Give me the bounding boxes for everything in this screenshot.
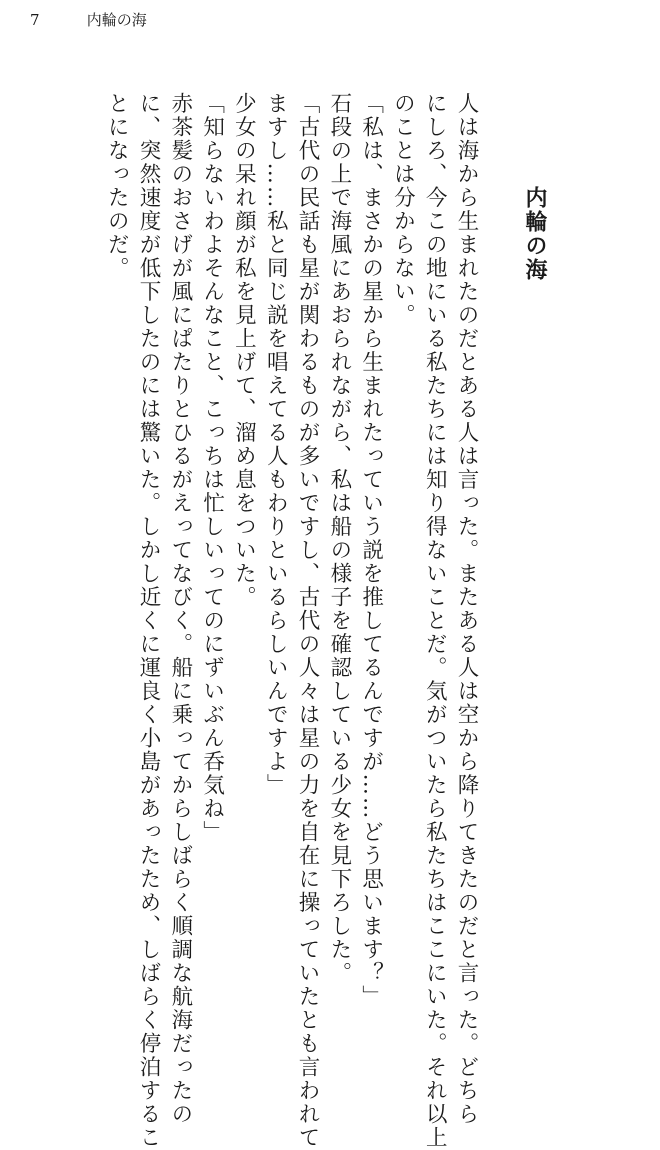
text-line: ますし……私と同じ説を唱えてる人もわりといるらしいんですよ」 — [263, 92, 289, 797]
text-line: 「私は、まさかの星から生まれたっていう説を推してるんですが……どう思います？」 — [358, 92, 384, 1009]
text-line: とになったのだ。 — [104, 92, 130, 280]
text-line: 「古代の民話も星が関わるものが多いですし、古代の人々は星の力を自在に操っていたとも言われて — [295, 92, 321, 1150]
text-line: にしろ、今この地にいる私たちには知り得ないことだ。気がついたら私たちはここにいた。それ以上 — [422, 92, 448, 1150]
text-line: のことは分からない。 — [390, 92, 416, 327]
text-line: 「知らないわよそんなこと、こっちは忙しいってのにずいぶん呑気ね」 — [199, 92, 225, 844]
text-line: 少女の呆れ顔が私を見上げて、溜め息をついた。 — [231, 92, 257, 609]
chapter-title: 内輪の海 — [522, 186, 548, 282]
text-line: 赤茶髪のおさげが風にぱたりとひるがえってなびく。船に乗ってからしばらく順調な航海だったの — [167, 92, 193, 1126]
page-body — [30, 40, 630, 1150]
text-line: 人は海から生まれたのだとある人は言った。またある人は空から降りてきたのだと言った。どちら — [454, 92, 479, 1126]
running-head — [30, 11, 147, 29]
body-text — [100, 92, 482, 1150]
page-number: 7 — [30, 11, 40, 29]
running-title: 内輪の海 — [86, 11, 147, 29]
text-line: 石段の上で海風にあおられながら、私は船の様子を確認している少女を見下ろした。 — [326, 92, 352, 985]
text-line: に、突然速度が低下したのには驚いた。しかし近くに運良く小島があったため、しばらく停泊するこ — [136, 92, 162, 1150]
